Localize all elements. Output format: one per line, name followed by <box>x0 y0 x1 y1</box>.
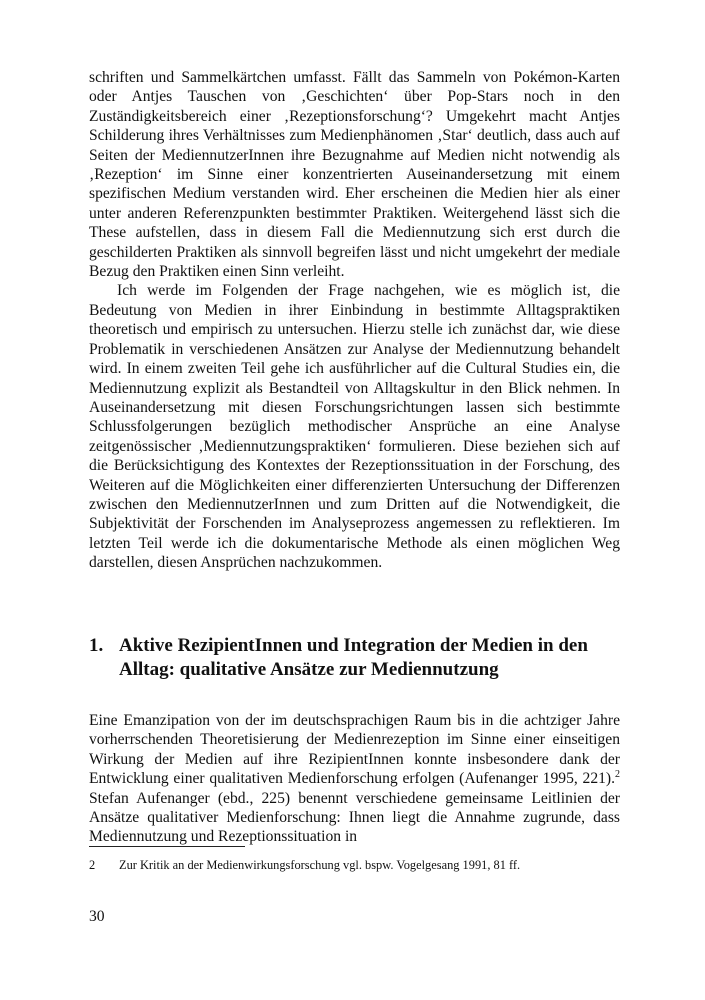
footnote-text: Zur Kritik an der Medienwirkungsforschung vgl. bspw. Vogelgesang 1991, 81 ff. <box>119 858 521 872</box>
section-paragraph-end: Stefan Aufenanger (ebd., 225) benennt verschiedene gemeinsame Leitlinien der Ansätze qualitativer Medienforschung: Ihnen liegt die Annahme zugrunde, dass Mediennutzung und Rezeptionssituation in <box>89 789 620 846</box>
footnote <box>89 858 620 873</box>
body-text-section <box>89 711 620 847</box>
paragraph-continued: schriften und Sammelkärtchen umfasst. Fällt das Sammeln von Pokémon-Karten oder Antjes Tauschen von ‚Geschichten‘ über Pop-Stars noch in den Zuständigkeitsbereich einer ‚Rezeptionsforschung‘? Umgekehrt macht Antjes Schilderung ihres Verhältnisses zum Medienphänomen ‚Star‘ deutlich, dass auch auf Seiten der MediennutzerInnen ihre Bezugnahme auf Medien nicht notwendig als ‚Rezeption‘ im Sinne einer konzentrierten Auseinandersetzung mit einem spezifischen Medium verstanden wird. Eher erscheinen die Medien hier als einer unter anderen Referenzpunkten bestimmter Praktiken. Weitergehend lässt sich die These aufstellen, dass in diesem Fall die Mediennutzung sich erst durch die geschilderten Praktiken als sinnvoll begreifen lässt und nicht umgekehrt der mediale Bezug den Praktiken einen Sinn verleiht. <box>89 69 620 281</box>
body-text-top <box>89 68 620 573</box>
section-paragraph-start: Eine Emanzipation von der im deutschsprachigen Raum bis in die achtziger Jahre vorherrschenden Theoretisierung der Medienrezeption im Sinne einer einseitigen Wirkung der Medien auf ihre RezipientInnen konnte insbesondere dank der Entwicklung einer qualitativen Medienforschung erfolgen (Aufenanger 1995, 221). <box>89 712 620 788</box>
section-number: 1. <box>89 635 104 656</box>
paragraph-outline: Ich werde im Folgenden der Frage nachgehen, wie es möglich ist, die Bedeutung von Medien in ihrer Einbindung in bestimmte Alltagspraktiken theoretisch und empirisch zu untersuchen. Hierzu stelle ich zunächst dar, wie diese Problematik in verschiedenen Ansätzen zur Analyse der Mediennutzung behandelt wird. In einem zweiten Teil gehe ich ausführlicher auf die Cultural Studies ein, die Mediennutzung explizit als Bestandteil von Alltagskultur in den Blick nehmen. In Auseinandersetzung mit diesen Forschungsrichtungen lassen sich bestimmte Schlussfolgerungen bezüglich methodischer Ansprüche an eine Analyse zeitgenössischer ‚Mediennutzungspraktiken‘ formulieren. Diese beziehen sich auf die Berücksichtigung des Kontextes der Rezeptionssituation in der Forschung, des Weiteren auf die Möglichkeiten einer differenzierten Untersuchung der Differenzen zwischen den MediennutzerInnen und zum Dritten auf die Notwendigkeit, die Subjektivität der Forschenden im Analyseprozess angemessen zu reflektieren. Im letzten Teil werde ich die dokumentarische Methode als einen möglichen Weg darstellen, diesen Ansprüchen nachzukommen. <box>89 282 620 572</box>
section-title: Aktive RezipientInnen und Integration der Medien in den Alltag: qualitative Ansätze zur Mediennutzung <box>119 635 588 680</box>
section-heading <box>89 634 620 682</box>
section-paragraph <box>89 711 620 847</box>
footnote-reference: 2 <box>615 769 620 781</box>
page-number: 30 <box>89 908 105 925</box>
footnote-rule <box>89 846 245 847</box>
footnote-number: 2 <box>89 858 96 872</box>
